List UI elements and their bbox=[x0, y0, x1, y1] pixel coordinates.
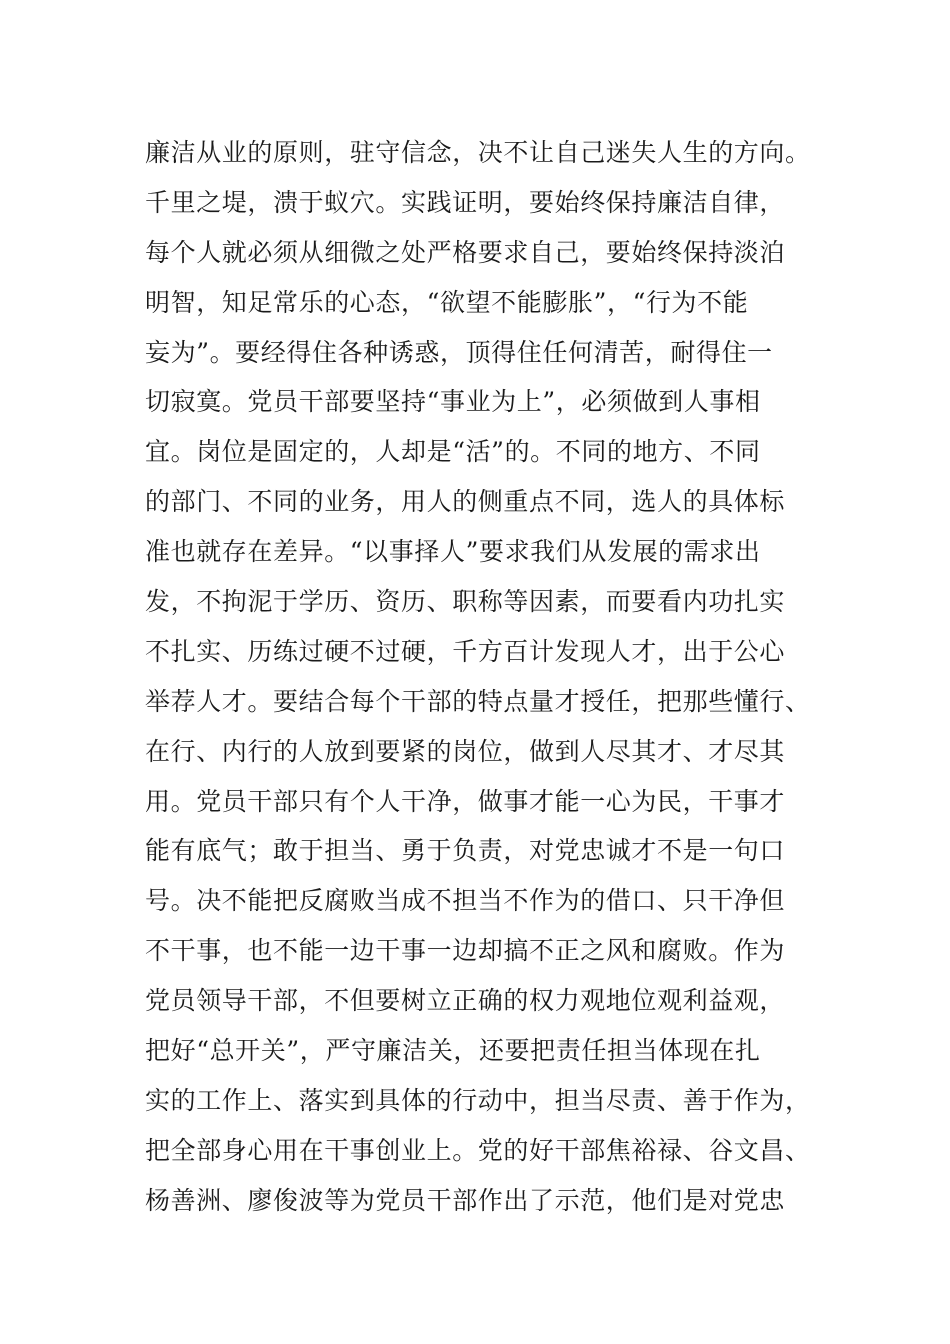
text-line-4: 明智，知足常乐的心态，“欲望不能膨胀”，“行为不能 bbox=[145, 287, 749, 317]
text-line-10: 发，不拘泥于学历、资历、职称等因素，而要看内功扎实 bbox=[145, 587, 786, 617]
text-line-15: 能有底气；敢于担当、勇于负责，对党忠诚才不是一句口 bbox=[145, 836, 786, 866]
text-line-16: 号。决不能把反腐败当成不担当不作为的借口、只干净但 bbox=[145, 886, 786, 916]
text-line-19: 把好“总开关”，严守廉洁关，还要把责任担当体现在扎 bbox=[145, 1036, 761, 1066]
text-line-11: 不扎实、历练过硬不过硬，千方百计发现人才，出于公心 bbox=[145, 636, 786, 666]
text-line-12: 举荐人才。要结合每个干部的特点量才授任，把那些懂行、 bbox=[145, 686, 811, 716]
text-line-21: 把全部身心用在干事创业上。党的好干部焦裕禄、谷文昌、 bbox=[145, 1135, 811, 1165]
text-line-14: 用。党员干部只有个人干净，做事才能一心为民，干事才 bbox=[145, 786, 786, 816]
text-line-9: 准也就存在差异。“以事择人”要求我们从发展的需求出 bbox=[145, 537, 761, 567]
text-line-2: 千里之堤，溃于蚁穴。实践证明，要始终保持廉洁自律， bbox=[145, 187, 786, 217]
text-line-13: 在行、内行的人放到要紧的岗位，做到人尽其才、才尽其 bbox=[145, 736, 786, 766]
text-line-22: 杨善洲、廖俊波等为党员干部作出了示范，他们是对党忠 bbox=[145, 1185, 786, 1215]
body-text bbox=[145, 128, 815, 1226]
text-line-7: 宜。岗位是固定的，人却是“活”的。不同的地方、不同 bbox=[145, 437, 761, 467]
text-line-3: 每个人就必须从细微之处严格要求自己，要始终保持淡泊 bbox=[145, 237, 786, 267]
text-line-5: 妄为”。要经得住各种诱惑，顶得住任何清苦，耐得住一 bbox=[145, 337, 773, 367]
text-line-8: 的部门、不同的业务，用人的侧重点不同，选人的具体标 bbox=[145, 487, 786, 517]
text-line-17: 不干事，也不能一边干事一边却搞不正之风和腐败。作为 bbox=[145, 936, 786, 966]
text-line-1: 廉洁从业的原则，驻守信念，决不让自己迷失人生的方向。 bbox=[145, 138, 811, 167]
text-line-18: 党员领导干部，不但要树立正确的权力观地位观利益观， bbox=[145, 986, 786, 1016]
text-line-6: 切寂寞。党员干部要坚持“事业为上”，必须做到人事相 bbox=[145, 387, 761, 417]
text-line-20: 实的工作上、落实到具体的行动中，担当尽责、善于作为， bbox=[145, 1085, 811, 1115]
